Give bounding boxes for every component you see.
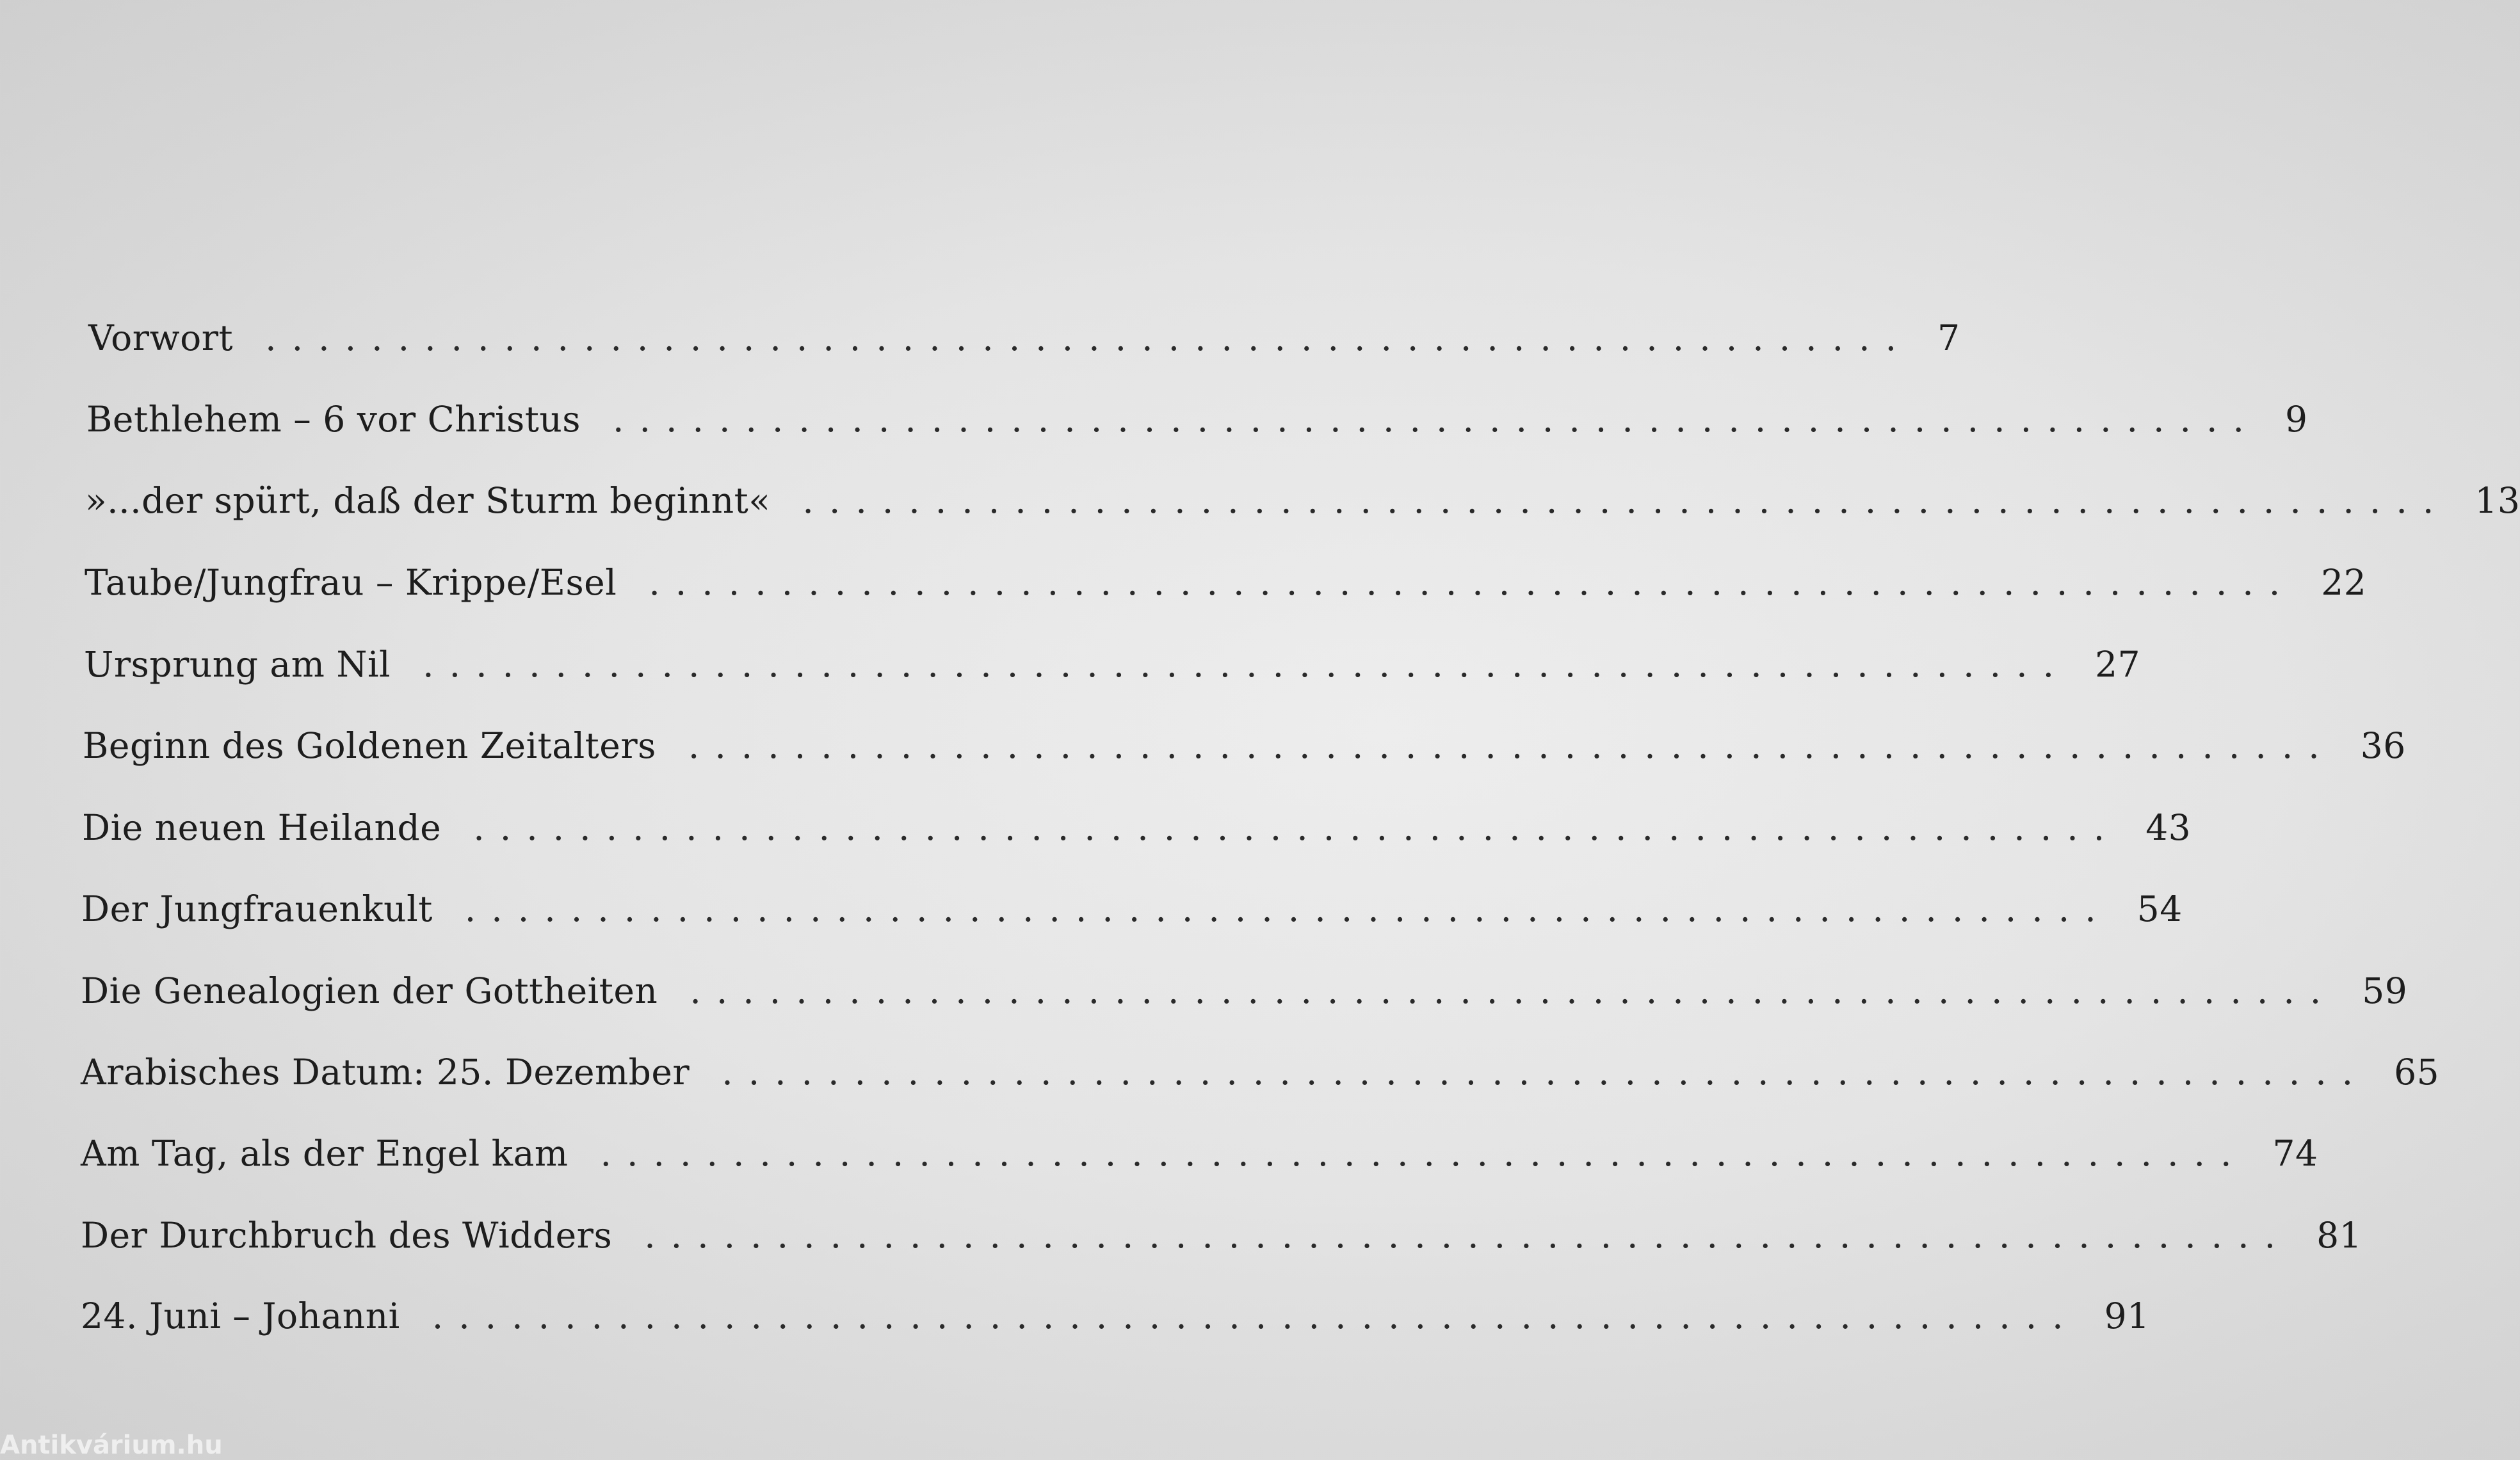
toc-entry: [82, 802, 2192, 853]
toc-entry: [85, 475, 2520, 526]
toc-entry-title: Bethlehem – 6 vor Christus: [86, 399, 581, 440]
toc-entry-title: Beginn des Goldenen Zeitalters: [83, 725, 656, 766]
toc-leader-dots: ..............................................................: [432, 1296, 2079, 1336]
toc-leader-dots: ..............................................................: [600, 1133, 2247, 1174]
toc-entry: [83, 720, 2406, 771]
toc-entry-page: 43: [2145, 807, 2192, 848]
toc-leader-dots: ..............................................................: [464, 888, 2112, 929]
toc-entry-page: 54: [2136, 888, 2183, 929]
toc-entry-title: Ursprung am Nil: [84, 644, 391, 685]
toc-entry-page: 27: [2095, 644, 2141, 685]
toc-leader-dots: ..............................................................: [688, 725, 2335, 766]
toc-entry-title: Arabisches Datum: 25. Dezember: [81, 1052, 690, 1093]
toc-leader-dots: ..............................................................: [473, 807, 2120, 848]
toc-leader-dots: ..............................................................: [649, 562, 2296, 603]
toc-entry-page: 9: [2284, 399, 2308, 440]
toc-entry-page: 74: [2272, 1133, 2318, 1174]
toc-entry-title: Der Jungfrauenkult: [81, 888, 433, 929]
toc-entry: [81, 883, 2183, 935]
toc-entry-page: 22: [2321, 562, 2367, 603]
toc-entry-page: 91: [2104, 1296, 2150, 1336]
toc-entry-title: 24. Juni – Johanni: [81, 1296, 400, 1336]
toc-entry-title: Der Durchbruch des Widders: [81, 1215, 613, 1256]
toc-entry: [81, 1047, 2440, 1098]
watermark: Antikvárium.hu: [0, 1431, 223, 1460]
toc-leader-dots: ..............................................................: [690, 970, 2337, 1011]
toc-entry-title: Die Genealogien der Gottheiten: [81, 970, 658, 1011]
toc-entry-page: 7: [1937, 317, 1960, 358]
toc-entry: [88, 312, 1960, 364]
toc-entry-title: »...der spürt, daß der Sturm beginnt«: [85, 480, 771, 521]
toc-entry: [85, 557, 2367, 608]
toc-entry-title: Vorwort: [88, 317, 234, 358]
toc-entry-page: 36: [2360, 725, 2406, 766]
toc-leader-dots: ..............................................................: [423, 644, 2070, 685]
toc-leader-dots: ..............................................................: [265, 317, 1912, 358]
toc-leader-dots: ..............................................................: [644, 1215, 2291, 1256]
toc-entry: [84, 639, 2141, 690]
toc-entry-title: Taube/Jungfrau – Krippe/Esel: [85, 562, 617, 603]
toc-entry-page: 81: [2316, 1215, 2362, 1256]
toc-entry: [81, 1128, 2318, 1179]
toc-entry: [81, 1290, 2150, 1342]
toc-entry-page: 59: [2362, 970, 2408, 1011]
toc-entry: [81, 1210, 2362, 1261]
toc-entry-page: 65: [2394, 1052, 2440, 1093]
toc-entry: [86, 394, 2308, 445]
toc-leader-dots: ..............................................................: [802, 480, 2450, 521]
toc-entry: [81, 965, 2408, 1016]
toc-leader-dots: ..............................................................: [613, 399, 2259, 440]
toc-entry-title: Die neuen Heilande: [82, 807, 442, 848]
toc-leader-dots: ..............................................................: [722, 1052, 2369, 1093]
toc-entry-title: Am Tag, als der Engel kam: [81, 1133, 569, 1174]
toc-entry-page: 13: [2475, 480, 2520, 521]
